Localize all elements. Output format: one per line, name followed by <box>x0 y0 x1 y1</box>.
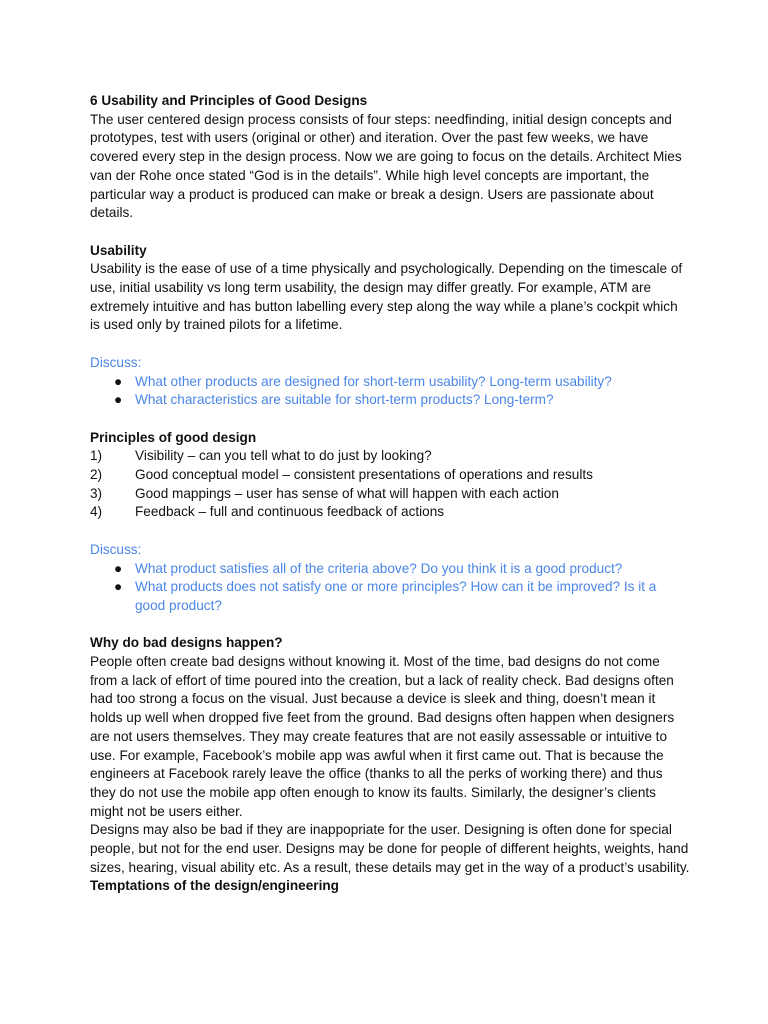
spacer <box>90 223 690 242</box>
bullet-icon: ● <box>114 560 123 576</box>
list-item: 4) Feedback – full and continuous feedback of actions <box>90 504 445 520</box>
bullet-icon: ● <box>114 392 123 408</box>
list-item: ● What product satisfies all of the criteria above? Do you think it is a good product? <box>90 560 690 579</box>
spacer <box>90 335 690 354</box>
principles-list <box>90 447 690 522</box>
spacer <box>90 410 690 429</box>
list-item: ● What characteristics are suitable for short-term products? Long-term? <box>90 391 690 410</box>
list-item: 3) Good mappings – user has sense of what will happen with each action <box>90 485 559 501</box>
usability-heading: Usability <box>90 242 147 258</box>
list-item: ● What products does not satisfy one or more principles? How can it be improved? Is it a good product? <box>114 579 657 613</box>
bullet-icon: ● <box>114 373 123 389</box>
document-page <box>90 92 690 896</box>
list-item: ● What other products are designed for short-term usability? Long-term usability? <box>90 373 690 392</box>
bullet-icon: ● <box>114 579 123 595</box>
spacer <box>90 522 690 541</box>
discuss-label: Discuss: <box>90 541 142 557</box>
discuss-list <box>90 373 690 410</box>
discuss-list <box>90 560 690 616</box>
discuss-label: Discuss: <box>90 354 142 370</box>
list-item: 2) Good conceptual model – consistent presentations of operations and results <box>90 467 593 483</box>
bad-designs-paragraph: People often create bad designs without knowing it. Most of the time, bad designs do not come from a lack of effort of time poured into the creation, but a lack of reality check. Bad designs often had too strong a focus on the visual. Just because a device is sleek and thing, doesn’t mean it holds up well when dropped five feet from the ground. Bad designs often happen when designers are not users themselves. They may create features that are not easily assessable or intuitive to use. For example, Facebook’s mobile app was awful when it first came out. That is because the engineers at Facebook rarely leave the office (thanks to all the perks of working there) and thus they do not use the mobile app often enough to know its faults. Similarly, the designer’s clients might not be users either. <box>90 654 675 819</box>
spacer <box>90 616 690 635</box>
section-title: 6 Usability and Principles of Good Designs <box>90 93 368 108</box>
principles-heading: Principles of good design <box>90 429 257 445</box>
temptations-heading: Temptations of the design/engineering <box>90 878 339 894</box>
bad-designs-paragraph-2: Designs may also be bad if they are inappopriate for the user. Designing is often done for special people, but not for the end user. Designs may be done for people of different heights, weights, hand sizes, hearing, visual ability etc. As a result, these details may get in the way of a product’s usability. <box>90 822 690 875</box>
bad-designs-heading: Why do bad designs happen? <box>90 635 283 651</box>
list-item: 1) Visibility – can you tell what to do just by looking? <box>90 448 432 464</box>
usability-paragraph: Usability is the ease of use of a time physically and psychologically. Depending on the timescale of use, initial usability vs long term usability, the design may differ greatly. For example, ATM are extremely intuitive and has button labelling every step along the way while a plane’s cockpit which is used only by trained pilots for a lifetime. <box>90 261 683 333</box>
intro-paragraph: The user centered design process consists of four steps: needfinding, initial design concepts and prototypes, test with users (original or other) and iteration. Over the past few weeks, we have covered every step in the design process. Now we are going to focus on the details. Architect Mies van der Rohe once stated “God is in the details”. While high level concepts are important, the particular way a product is produced can make or break a design. Users are passionate about details. <box>90 111 682 221</box>
